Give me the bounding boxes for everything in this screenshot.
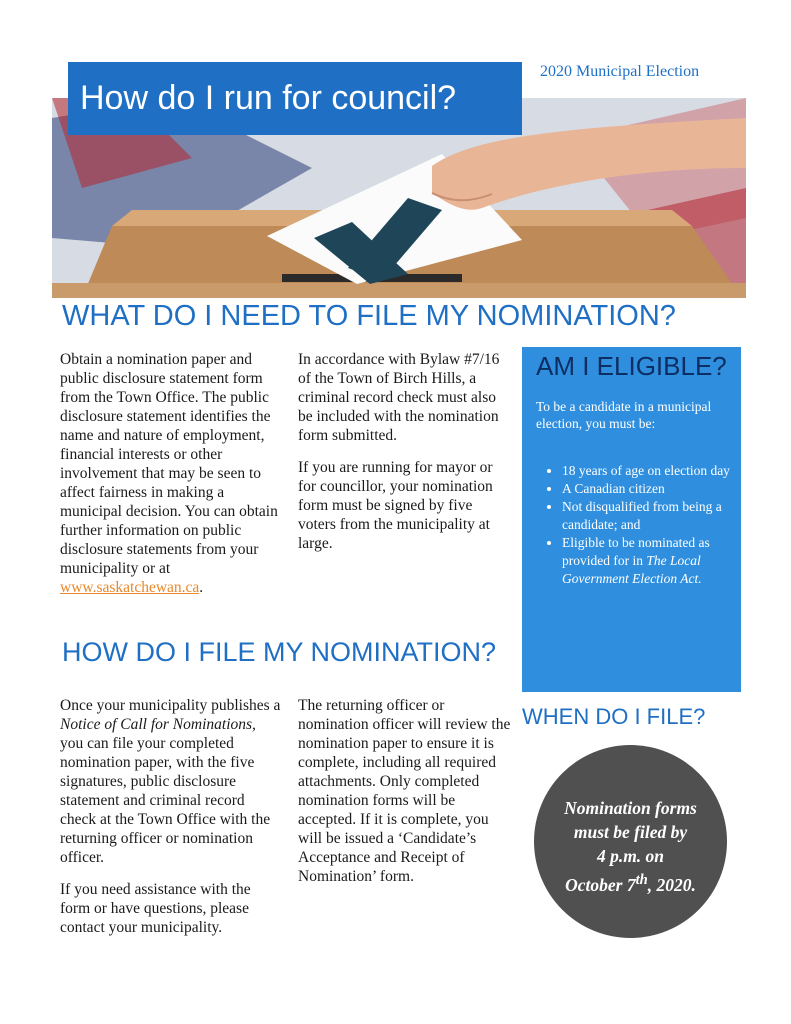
eligibility-intro: To be a candidate in a municipal election, you must be:: [536, 399, 712, 431]
deadline-date: October 7: [565, 874, 636, 895]
saskatchewan-link[interactable]: www.saskatchewan.ca: [60, 579, 200, 596]
how-col1-text-a: Once your municipality publishes a: [60, 697, 281, 714]
eligibility-item: • 18 years of age on election day: [562, 462, 752, 480]
what-col2-paragraph-2: If you are running for mayor or for councillor, your nomination form must be signed by five voters from the municipality at large.: [298, 459, 493, 552]
how-col1-text-b: you can file your completed nomination paper, with the five signatures, public disclosure statement and criminal record check at the Town Office with the returning officer or nomination officer.: [60, 735, 271, 866]
eligibility-list: [538, 462, 752, 588]
election-label: 2020 Municipal Election: [540, 63, 700, 80]
how-column-1: [60, 696, 282, 950]
deadline-text: [534, 796, 727, 897]
what-column-1: [60, 350, 282, 610]
what-col1-text: Obtain a nomination paper and public disclosure statement form from the Town Office. The public disclosure statement identifies the name and nature of employment, financial interests or other involvement that may be seen to affect fairness in making a municipal decision. You can obtain further information on public disclosure statements from your municipality or at: [60, 351, 278, 577]
how-col2-paragraph-1: The returning officer or nomination officer will review the nomination paper to ensure it is complete, including all required attachments. Only completed nomination forms will be accepted. If it is complete, you will be issued a ‘Candidate’s Acceptance and Receipt of Nomination’ form.: [298, 697, 511, 885]
deadline-line-4: [534, 868, 727, 897]
deadline-line-3: 4 p.m. on: [596, 846, 665, 866]
what-heading: WHAT DO I NEED TO FILE MY NOMINATION?: [62, 300, 676, 332]
how-heading: HOW DO I FILE MY NOMINATION?: [62, 637, 497, 667]
eligibility-heading: AM I ELIGIBLE?: [536, 351, 727, 381]
what-col1-paragraph: [60, 350, 282, 597]
eligibility-item: • Not disqualified from being a candidate; and: [562, 498, 752, 534]
what-col1-period: .: [199, 579, 204, 596]
eligibility-item-text: Eligible to be nominated as provided for in: [562, 535, 710, 568]
eligibility-item: • A Canadian citizen: [562, 480, 752, 498]
what-col2-paragraph-1: In accordance with Bylaw #7/16 of the Town of Birch Hills, a criminal record check must also be included with the nomination form submitted.: [298, 351, 500, 444]
act-title: The Local Government Election Act.: [562, 553, 702, 586]
when-heading: WHEN DO I FILE?: [522, 704, 706, 729]
deadline-year: , 2020.: [647, 874, 696, 895]
deadline-line-2: must be filed by: [573, 822, 688, 842]
eligibility-item: [562, 534, 752, 588]
notice-of-call-title: Notice of Call for Nominations,: [60, 716, 256, 733]
deadline-date-suffix: th: [635, 872, 648, 888]
how-col1-paragraph-2: If you need assistance with the form or have questions, please contact your municipality.: [60, 881, 251, 936]
how-column-2: [298, 696, 514, 899]
what-column-2: [298, 350, 514, 566]
page-title: How do I run for council?: [80, 79, 457, 117]
how-col1-paragraph-1: [60, 696, 282, 867]
deadline-line-1: Nomination forms: [564, 798, 697, 818]
